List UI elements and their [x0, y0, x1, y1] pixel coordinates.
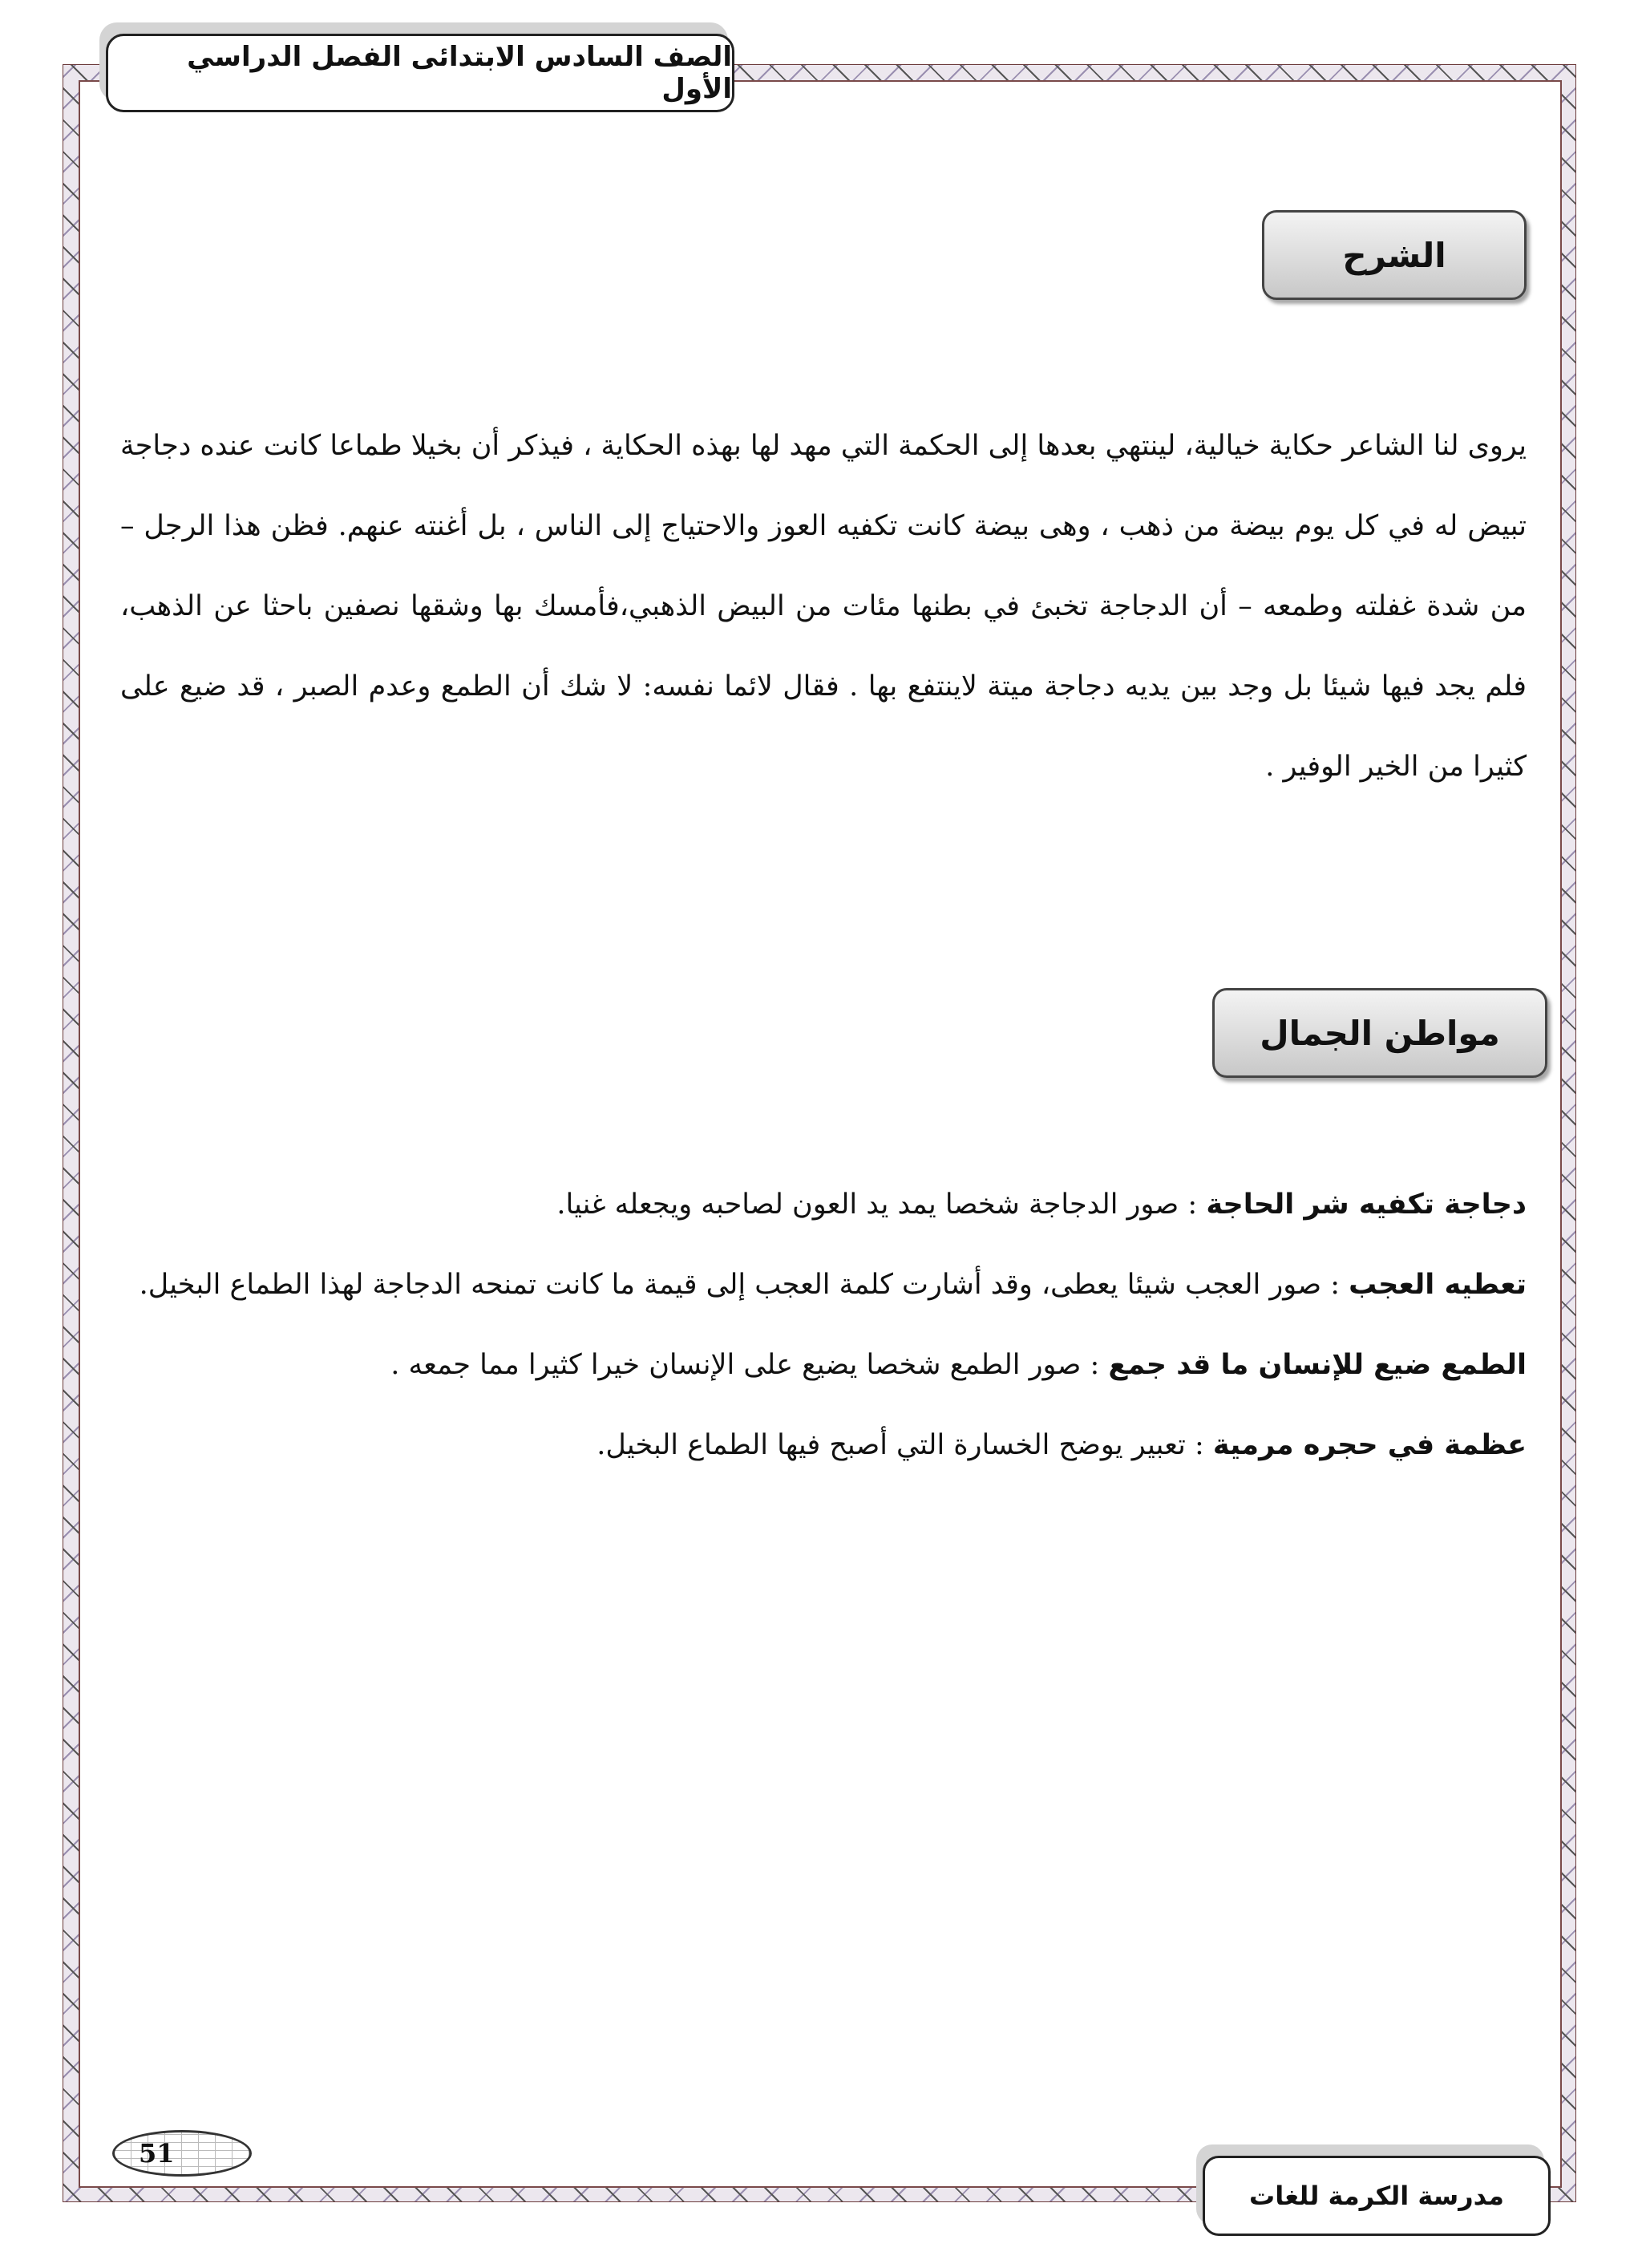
school-name: مدرسة الكرمة للغات [1249, 2181, 1504, 2211]
beauty-item [120, 1245, 1527, 1325]
beauty-term: الطمع ضيع للإنسان ما قد جمع [1108, 1349, 1527, 1381]
explanation-heading: الشرح [1342, 235, 1446, 275]
header-title: الصف السادس الابتدائى الفصل الدراسي الأول [187, 41, 732, 105]
section-title-explanation [1262, 210, 1527, 300]
beauty-heading: مواطن الجمال [1260, 1013, 1500, 1053]
beauty-list [120, 1164, 1527, 1485]
explanation-text [120, 406, 1527, 807]
beauty-explanation: : صور الدجاجة شخصا يمد يد العون لصاحبه ويجعله غنيا. [556, 1189, 1207, 1221]
beauty-term: تعطيه العجب [1349, 1269, 1527, 1301]
beauty-explanation: : صور العجب شيئا يعطى، وقد أشارت كلمة العجب إلى قيمة ما كانت تمنحه الدجاجة لهذا الطماع البخيل. [139, 1269, 1349, 1301]
beauty-term: عظمة في حجره مرمية [1212, 1429, 1527, 1461]
explanation-paragraph: يروى لنا الشاعر حكاية خيالية، لينتهي بعدها إلى الحكمة التي مهد لها بهذه الحكاية ، فيذكر أن بخيلا طماعا كانت عنده دجاجة تبيض له في كل يوم بيضة من ذهب ، وهى بيضة كانت تكفيه العوز والاحتياج إلى الناس ، بل أغنته عنهم. فظن هذا الرجل – من شدة غفلته وطمعه – أن الدجاجة تخبئ في بطنها مئات من البيض الذهبي،فأمسك بها وشقها نصفين باحثا عن الذهب، فلم يجد فيها شيئا بل وجد بين يديه دجاجة ميتة لاينتفع بها . فقال لائما نفسه: لا شك أن الطمع وعدم الصبر ، قد ضيع على كثيرا من الخير الوفير . [120, 430, 1527, 783]
beauty-explanation: : صور الطمع شخصا يضيع على الإنسان خيرا كثيرا مما جمعه . [390, 1349, 1109, 1381]
beauty-explanation: : تعبير يوضح الخسارة التي أصبح فيها الطماع البخيل. [597, 1429, 1213, 1461]
page-header [106, 34, 734, 112]
beauty-item [120, 1325, 1527, 1405]
page-body [79, 80, 1562, 2188]
section-title-beauty [1212, 988, 1547, 1078]
page-footer [1203, 2156, 1551, 2236]
beauty-item [120, 1405, 1527, 1485]
page-number: 51 [139, 2138, 175, 2169]
page-number-badge [112, 2130, 252, 2177]
beauty-term: دجاجة تكفيه شر الحاجة [1206, 1189, 1527, 1221]
beauty-item [120, 1164, 1527, 1245]
